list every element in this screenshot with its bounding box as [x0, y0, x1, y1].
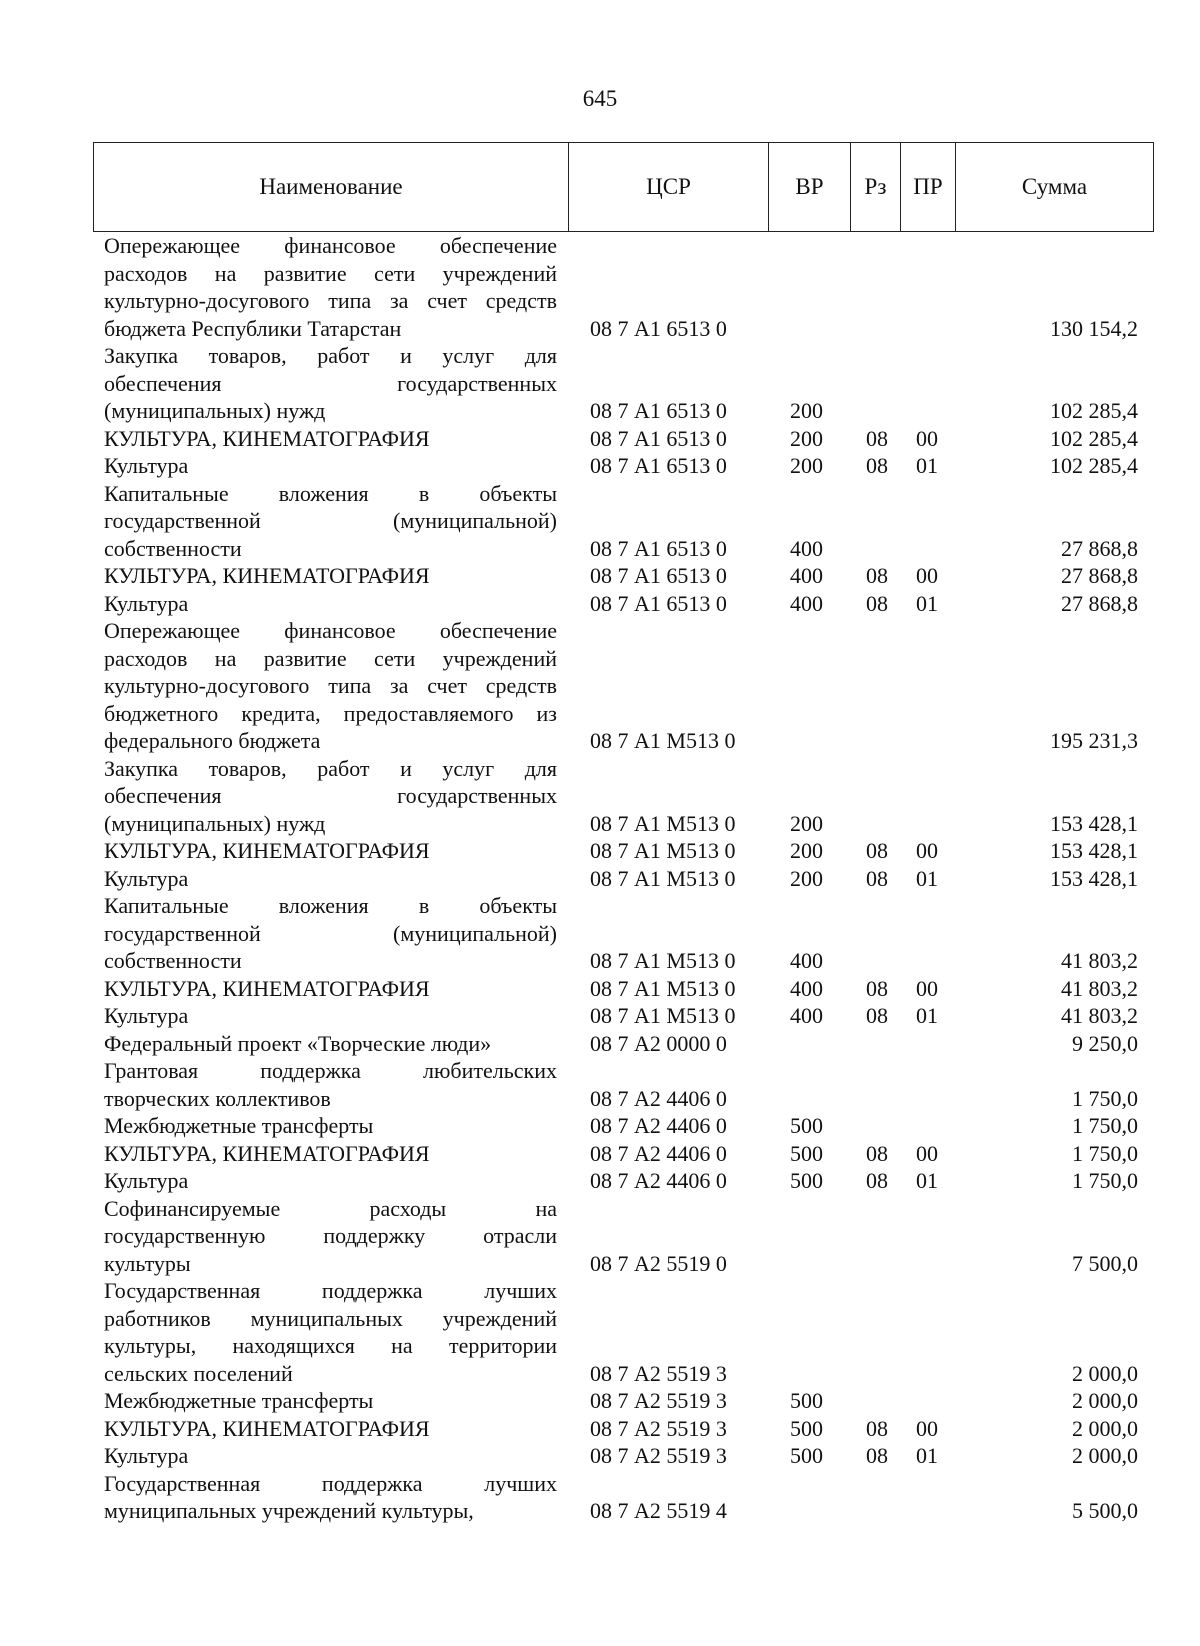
row-pr: 01 — [916, 1168, 938, 1193]
header-sum: Сумма — [1021, 174, 1088, 199]
row-csr: 08 7 А1 М513 0 — [590, 948, 736, 973]
row-sum: 41 803,2 — [1061, 948, 1138, 973]
row-name — [104, 892, 557, 975]
row-csr: 08 7 А2 5519 4 — [590, 1498, 727, 1523]
row-name-line: Государственная поддержка лучших — [104, 1470, 557, 1496]
row-rz: 08 — [866, 1168, 888, 1193]
row-vr: 200 — [790, 810, 823, 836]
row-sum: 2 000,0 — [1072, 1360, 1138, 1386]
row-csr: 08 7 А1 М513 0 — [590, 975, 736, 1001]
row-vr: 200 — [790, 453, 823, 478]
row-name-line: Межбюджетные трансферты — [104, 1388, 374, 1413]
row-name-line: муниципальных учреждений культуры, — [104, 1498, 474, 1523]
row-sum: 27 868,8 — [1061, 535, 1138, 561]
row-name-line: бюджетного кредита, предоставляемого из — [104, 700, 557, 726]
row-pr: 00 — [916, 425, 938, 451]
row-name — [104, 1057, 557, 1112]
row-vr: 200 — [790, 838, 823, 863]
row-name-line: КУЛЬТУРА, КИНЕМАТОГРАФИЯ — [104, 975, 430, 1001]
row-csr: 08 7 А1 М513 0 — [590, 838, 736, 863]
header-name: Наименование — [94, 143, 569, 231]
row-rz: 08 — [866, 1443, 888, 1468]
row-csr: 08 7 А1 М513 0 — [590, 865, 736, 891]
row-pr: 01 — [916, 865, 938, 891]
row-sum: 195 231,3 — [1050, 728, 1138, 753]
row-pr: 01 — [916, 590, 938, 616]
row-sum: 1 750,0 — [1072, 1085, 1138, 1111]
table-row — [0, 562, 1200, 590]
row-name-line: КУЛЬТУРА, КИНЕМАТОГРАФИЯ — [104, 838, 430, 863]
row-name — [104, 1195, 557, 1278]
row-vr: 500 — [790, 1140, 823, 1166]
row-name — [104, 480, 557, 563]
header-rz: Рз — [851, 143, 901, 231]
row-sum: 41 803,2 — [1061, 1003, 1138, 1028]
row-vr: 400 — [790, 948, 823, 973]
table-row — [0, 837, 1200, 865]
row-vr: 500 — [790, 1388, 823, 1413]
table-body — [0, 232, 1200, 1525]
row-name-line: государственной (муниципальной) — [104, 508, 557, 533]
row-sum: 27 868,8 — [1061, 563, 1138, 588]
row-sum: 1 750,0 — [1072, 1168, 1138, 1193]
table-row — [0, 1195, 1200, 1278]
row-sum: 2 000,0 — [1072, 1443, 1138, 1468]
row-name-line: обеспечения государственных — [104, 783, 557, 808]
row-sum: 102 285,4 — [1050, 398, 1138, 423]
table-row — [0, 892, 1200, 975]
row-pr: 00 — [916, 563, 938, 588]
row-name-line: Культура — [104, 1168, 189, 1193]
row-vr: 500 — [790, 1443, 823, 1468]
row-name-line: Капитальные вложения в объекты — [104, 893, 557, 918]
row-name-line: Капитальные вложения в объекты — [104, 480, 557, 506]
row-csr: 08 7 А1 М513 0 — [590, 810, 736, 836]
row-name — [104, 1112, 557, 1140]
row-rz: 08 — [866, 865, 888, 891]
row-name-line: культуры — [104, 1250, 191, 1276]
row-pr: 00 — [916, 838, 938, 863]
row-csr: 08 7 А2 4406 0 — [590, 1113, 727, 1138]
row-csr: 08 7 А2 4406 0 — [590, 1168, 727, 1193]
row-pr: 01 — [916, 1003, 938, 1028]
table-row — [0, 1030, 1200, 1058]
table-row — [0, 1112, 1200, 1140]
table-row — [0, 480, 1200, 563]
row-name — [104, 1140, 557, 1168]
row-sum: 153 428,1 — [1050, 865, 1138, 891]
row-csr: 08 7 А1 М513 0 — [590, 1003, 736, 1028]
table-row — [0, 1140, 1200, 1168]
row-csr: 08 7 А1 6513 0 — [590, 563, 727, 588]
table-row — [0, 1277, 1200, 1387]
table-row — [0, 1442, 1200, 1470]
table-row — [0, 1470, 1200, 1525]
row-name — [104, 232, 557, 342]
row-pr: 01 — [916, 1443, 938, 1468]
row-name — [104, 837, 557, 865]
row-csr: 08 7 А1 6513 0 — [590, 315, 727, 341]
row-name-line: Закупка товаров, работ и услуг для — [104, 343, 557, 368]
row-pr: 01 — [916, 453, 938, 478]
row-name — [104, 1470, 557, 1525]
row-pr: 00 — [916, 975, 938, 1001]
row-name — [104, 1442, 557, 1470]
row-name-line: культурно-досугового типа за счет средств — [104, 288, 557, 313]
row-vr: 500 — [790, 1168, 823, 1193]
table-row — [0, 1167, 1200, 1195]
row-rz: 08 — [866, 425, 888, 451]
row-vr: 400 — [790, 590, 823, 616]
row-csr: 08 7 А1 6513 0 — [590, 425, 727, 451]
row-name-line: Культура — [104, 453, 189, 478]
row-name — [104, 425, 557, 453]
table-row — [0, 452, 1200, 480]
row-name — [104, 342, 557, 425]
row-csr: 08 7 А1 6513 0 — [590, 453, 727, 478]
row-pr: 00 — [916, 1140, 938, 1166]
row-name-line: обеспечения государственных — [104, 370, 557, 396]
row-rz: 08 — [866, 453, 888, 478]
row-csr: 08 7 А1 6513 0 — [590, 590, 727, 616]
row-sum: 153 428,1 — [1050, 810, 1138, 836]
row-sum: 130 154,2 — [1050, 315, 1138, 341]
table-row — [0, 865, 1200, 893]
row-name-line: государственной (муниципальной) — [104, 920, 557, 946]
row-name-line: бюджета Республики Татарстан — [104, 315, 402, 341]
row-csr: 08 7 А2 5519 3 — [590, 1443, 727, 1468]
row-name-line: КУЛЬТУРА, КИНЕМАТОГРАФИЯ — [104, 1140, 430, 1166]
row-sum: 1 750,0 — [1072, 1113, 1138, 1138]
table-row — [0, 1387, 1200, 1415]
row-name-line: Софинансируемые расходы на — [104, 1195, 557, 1221]
row-sum: 5 500,0 — [1072, 1498, 1138, 1523]
row-name — [104, 1387, 557, 1415]
row-name-line: собственности — [104, 948, 242, 973]
row-vr: 400 — [790, 975, 823, 1001]
row-name — [104, 1277, 557, 1387]
row-vr: 500 — [790, 1113, 823, 1138]
header-pr: ПР — [901, 143, 956, 231]
row-sum: 153 428,1 — [1050, 838, 1138, 863]
row-name-line: Государственная поддержка лучших — [104, 1278, 557, 1303]
row-name-line: КУЛЬТУРА, КИНЕМАТОГРАФИЯ — [104, 425, 430, 451]
row-rz: 08 — [866, 590, 888, 616]
row-vr: 200 — [790, 865, 823, 891]
row-name-line: культуры, находящихся на территории — [104, 1333, 557, 1358]
row-csr: 08 7 А2 4406 0 — [590, 1085, 727, 1111]
table-row — [0, 232, 1200, 342]
row-name-line: Грантовая поддержка любительских — [104, 1058, 557, 1083]
row-csr: 08 7 А2 5519 3 — [590, 1360, 727, 1386]
row-name-line: культурно-досугового типа за счет средств — [104, 673, 557, 698]
row-name-line: КУЛЬТУРА, КИНЕМАТОГРАФИЯ — [104, 1415, 430, 1441]
row-vr: 500 — [790, 1415, 823, 1441]
row-name-line: (муниципальных) нужд — [104, 810, 326, 836]
row-name-line: расходов на развитие сети учреждений — [104, 645, 557, 671]
row-vr: 400 — [790, 535, 823, 561]
row-sum: 9 250,0 — [1072, 1030, 1138, 1056]
row-sum: 27 868,8 — [1061, 590, 1138, 616]
row-rz: 08 — [866, 1140, 888, 1166]
row-name-line: сельских поселений — [104, 1360, 293, 1386]
row-csr: 08 7 А2 5519 0 — [590, 1250, 727, 1276]
row-name-line: КУЛЬТУРА, КИНЕМАТОГРАФИЯ — [104, 563, 430, 588]
row-vr: 200 — [790, 425, 823, 451]
row-rz: 08 — [866, 1415, 888, 1441]
table-row — [0, 617, 1200, 755]
page-number: 645 — [582, 86, 618, 111]
row-name — [104, 1002, 557, 1030]
row-sum: 7 500,0 — [1072, 1250, 1138, 1276]
table-row — [0, 425, 1200, 453]
table-row — [0, 1057, 1200, 1112]
table-header — [93, 142, 1154, 232]
row-csr: 08 7 А2 5519 3 — [590, 1388, 727, 1413]
header-csr: ЦСР — [569, 143, 769, 231]
row-csr: 08 7 А2 0000 0 — [590, 1030, 727, 1056]
row-csr: 08 7 А2 4406 0 — [590, 1140, 727, 1166]
row-sum: 1 750,0 — [1072, 1140, 1138, 1166]
table-row — [0, 1002, 1200, 1030]
row-sum: 2 000,0 — [1072, 1388, 1138, 1413]
row-name — [104, 1167, 557, 1195]
row-name — [104, 617, 557, 755]
row-name-line: собственности — [104, 535, 242, 561]
row-csr: 08 7 А1 6513 0 — [590, 398, 727, 423]
row-csr: 08 7 А2 5519 3 — [590, 1415, 727, 1441]
row-name-line: федерального бюджета — [104, 728, 321, 753]
row-name-line: государственную поддержку отрасли — [104, 1223, 557, 1248]
row-name — [104, 590, 557, 618]
row-vr: 400 — [790, 1003, 823, 1028]
row-name-line: творческих коллективов — [104, 1085, 331, 1111]
row-vr: 200 — [790, 398, 823, 423]
row-name — [104, 562, 557, 590]
table-row — [0, 1415, 1200, 1443]
row-name-line: Закупка товаров, работ и услуг для — [104, 755, 557, 781]
row-sum: 102 285,4 — [1050, 425, 1138, 451]
row-rz: 08 — [866, 563, 888, 588]
table-row — [0, 975, 1200, 1003]
row-name — [104, 975, 557, 1003]
row-name-line: Опережающее финансовое обеспечение — [104, 233, 557, 258]
row-name — [104, 452, 557, 480]
row-csr: 08 7 А1 М513 0 — [590, 728, 736, 753]
row-rz: 08 — [866, 838, 888, 863]
table-row — [0, 342, 1200, 425]
header-vr: ВР — [769, 143, 851, 231]
row-vr: 400 — [790, 563, 823, 588]
row-csr: 08 7 А1 6513 0 — [590, 535, 727, 561]
table-row — [0, 590, 1200, 618]
row-name-line: Культура — [104, 1443, 189, 1468]
row-name-line: работников муниципальных учреждений — [104, 1305, 557, 1331]
row-rz: 08 — [866, 975, 888, 1001]
row-name — [104, 755, 557, 838]
row-sum: 102 285,4 — [1050, 453, 1138, 478]
row-name — [104, 1030, 557, 1058]
row-name — [104, 865, 557, 893]
row-pr: 00 — [916, 1415, 938, 1441]
row-sum: 41 803,2 — [1061, 975, 1138, 1001]
row-sum: 2 000,0 — [1072, 1415, 1138, 1441]
row-name-line: Культура — [104, 590, 189, 616]
row-name-line: Культура — [104, 865, 189, 891]
row-name-line: Федеральный проект «Творческие люди» — [104, 1030, 492, 1056]
row-name — [104, 1415, 557, 1443]
row-name-line: (муниципальных) нужд — [104, 398, 326, 423]
row-name-line: расходов на развитие сети учреждений — [104, 260, 557, 286]
row-rz: 08 — [866, 1003, 888, 1028]
row-name-line: Опережающее финансовое обеспечение — [104, 618, 557, 643]
row-name-line: Межбюджетные трансферты — [104, 1113, 374, 1138]
row-name-line: Культура — [104, 1003, 189, 1028]
table-row — [0, 755, 1200, 838]
